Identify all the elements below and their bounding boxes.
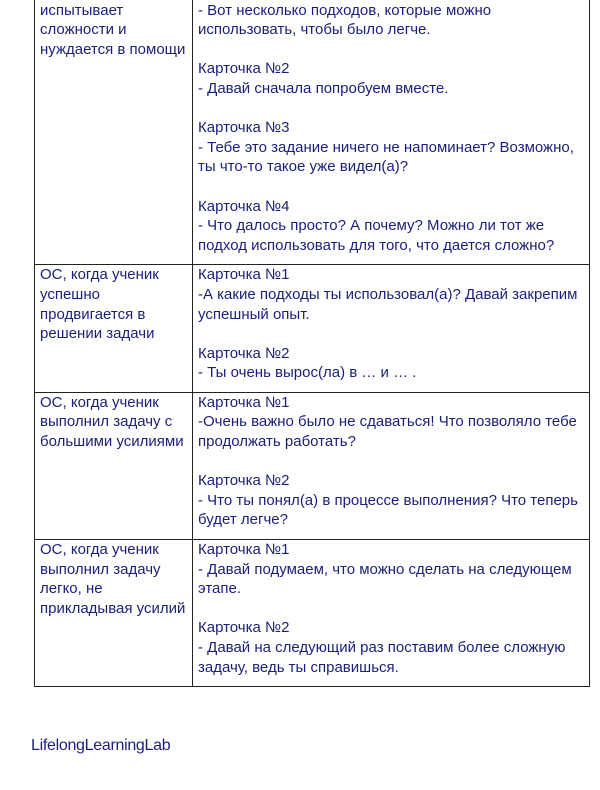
feedback-cards-table <box>34 0 590 687</box>
table-row <box>35 265 590 393</box>
card <box>198 618 585 677</box>
card-text: - Тебе это задание ничего не напоминает? Возможно, ты что-то такое уже видел(а)? <box>198 138 574 176</box>
card <box>198 0 585 40</box>
card-title: Карточка №2 <box>198 472 290 490</box>
card-text: - Давай сначала попробуем вместе. <box>198 79 449 97</box>
card-text: -Очень важно было не сдаваться! Что позволяло тебе продолжать работать? <box>198 413 577 451</box>
cards-cell <box>193 540 590 687</box>
card <box>198 344 585 383</box>
card <box>198 471 585 530</box>
card-text: - Ты очень вырос(ла) в … и … . <box>198 364 417 382</box>
card-title: Карточка №3 <box>198 119 290 137</box>
card-title: Карточка №1 <box>198 541 290 559</box>
situation-cell: ОС, когда ученик выполнил задачу с большими усилиями <box>35 392 193 539</box>
card <box>198 118 585 177</box>
card-title: Карточка №2 <box>198 344 290 362</box>
table-row <box>35 0 590 265</box>
card-title: Карточка №1 <box>198 266 290 284</box>
footer-brand-logo: LifelongLearningLab <box>31 737 171 754</box>
card-title: Карточка №1 <box>198 393 290 411</box>
table-row <box>35 540 590 687</box>
card-title: Карточка №2 <box>198 619 290 637</box>
card-title: Карточка №2 <box>198 60 290 78</box>
card <box>198 197 585 256</box>
card-text: - Вот несколько подходов, которые можно использовать, чтобы было легче. <box>198 1 492 39</box>
table-row <box>35 392 590 539</box>
card-text: - Давай на следующий раз поставим более сложную задачу, ведь ты справишься. <box>198 639 566 676</box>
card <box>198 59 585 98</box>
cards-cell <box>193 0 590 265</box>
situation-cell: ОС, когда ученик успешно продвигается в решении задачи <box>35 265 193 393</box>
cards-cell <box>193 392 590 539</box>
card-title: Карточка №4 <box>198 197 290 215</box>
cards-cell <box>193 265 590 393</box>
card <box>198 540 585 599</box>
situation-cell: испытывает сложности и нуждается в помощи <box>35 0 193 265</box>
card-text: - Что далось просто? А почему? Можно ли тот же подход использовать для того, что дается сложно? <box>198 217 555 254</box>
card <box>198 393 585 452</box>
situation-cell: ОС, когда ученик выполнил задачу легко, не прикладывая усилий <box>35 540 193 687</box>
card-text: - Давай подумаем, что можно сделать на следующем этапе. <box>198 560 572 598</box>
card <box>198 265 585 324</box>
card-text: - Что ты понял(а) в процессе выполнения? Что теперь будет легче? <box>198 491 578 529</box>
card-text: -А какие подходы ты использовал(а)? Давай закрепим успешный опыт. <box>198 285 578 323</box>
